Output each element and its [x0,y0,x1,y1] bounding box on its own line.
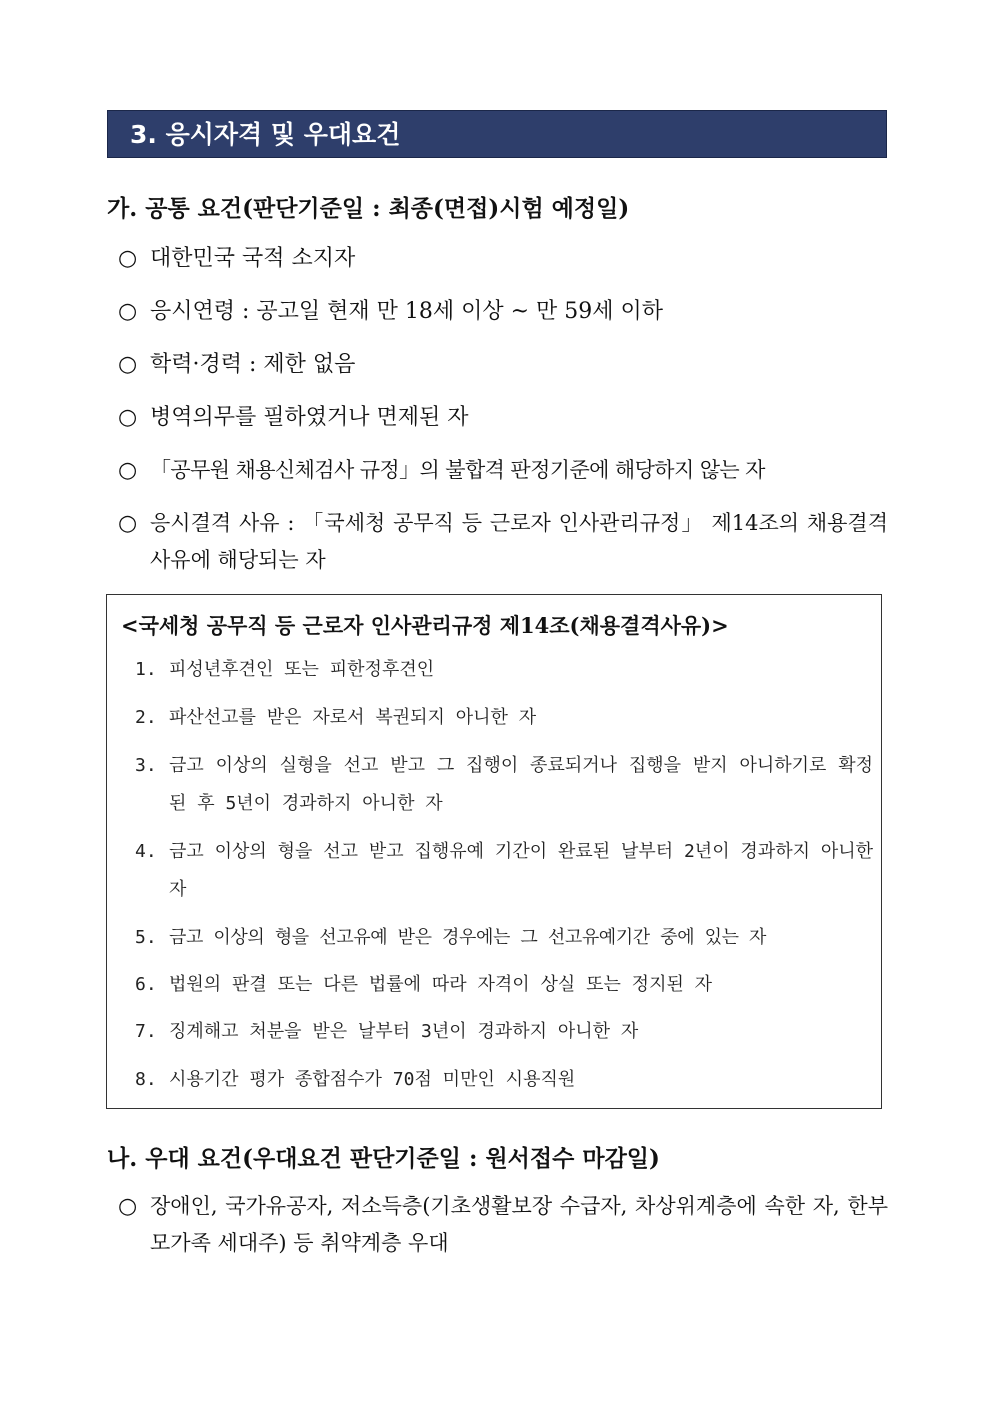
regulation-item-number: 4. [135,841,157,862]
regulation-item [135,747,873,823]
section-header-bar [107,110,887,158]
list-item [118,346,888,383]
circle-bullet-icon: ○ [118,458,138,483]
regulation-item-text: 파산선고를 받은 자로서 복권되지 아니한 자 [169,707,537,728]
section-a-heading: 가. 공통 요건(판단기준일 : 최종(면접)시험 예정일) [107,195,630,222]
regulation-item-text: 금고 이상의 실형을 선고 받고 그 집행이 종료되거나 집행을 받지 아니하기로 확정된 후 5년이 경과하지 아니한 자 [169,755,873,814]
circle-bullet-icon: ○ [118,246,138,271]
list-item-text: 병역의무를 필하였거나 면제된 자 [150,405,469,430]
list-item [118,1188,888,1262]
regulation-item [135,966,873,1004]
circle-bullet-icon: ○ [118,352,138,377]
regulation-item-number: 6. [135,974,157,995]
regulation-item-number: 3. [135,755,157,776]
regulation-item [135,833,873,909]
regulation-item [135,1013,873,1051]
list-item [118,452,888,489]
regulation-item-number: 5. [135,927,157,948]
list-item [118,293,888,330]
regulation-item-text: 징계해고 처분을 받은 날부터 3년이 경과하지 아니한 자 [169,1021,639,1042]
circle-bullet-icon: ○ [118,1194,138,1219]
list-item [118,399,888,436]
list-item-text: 「공무원 채용신체검사 규정」의 불합격 판정기준에 해당하지 않는 자 [150,458,765,482]
list-item-text: 응시결격 사유 : 「국세청 공무직 등 근로자 인사관리규정」 제14조의 채용결격사유에 해당되는 자 [150,511,888,572]
regulation-item [135,699,873,737]
regulation-item-number: 8. [135,1069,157,1090]
list-item [118,240,888,277]
regulation-box [106,594,882,1109]
regulation-item-text: 피성년후견인 또는 피한정후견인 [169,659,435,680]
list-item-text: 장애인, 국가유공자, 저소득층(기초생활보장 수급자, 차상위계층에 속한 자, 한부모가족 세대주) 등 취약계층 우대 [150,1194,888,1255]
circle-bullet-icon: ○ [118,511,138,536]
regulation-item-number: 7. [135,1021,157,1042]
list-item [118,505,888,579]
regulation-item-text: 금고 이상의 형을 선고유예 받은 경우에는 그 선고유예기간 중에 있는 자 [169,927,767,948]
circle-bullet-icon: ○ [118,299,138,324]
regulation-box-title: <국세청 공무직 등 근로자 인사관리규정 제14조(채용결격사유)> [121,613,729,638]
list-item-text: 학력·경력 : 제한 없음 [150,352,356,377]
section-title: 3. 응시자격 및 우대요건 [130,120,401,149]
regulation-item-text: 금고 이상의 형을 선고 받고 집행유예 기간이 완료된 날부터 2년이 경과하지 아니한 자 [169,841,873,900]
regulation-item [135,919,873,957]
list-item-text: 대한민국 국적 소지자 [150,246,356,271]
regulation-item-text: 시용기간 평가 종합점수가 70점 미만인 시용직원 [169,1069,576,1090]
regulation-item-number: 1. [135,659,157,680]
regulation-item [135,651,873,689]
circle-bullet-icon: ○ [118,405,138,430]
regulation-item-number: 2. [135,707,157,728]
list-item-text: 응시연령 : 공고일 현재 만 18세 이상 ~ 만 59세 이하 [150,299,664,324]
section-b-heading: 나. 우대 요건(우대요건 판단기준일 : 원서접수 마감일) [107,1145,660,1172]
regulation-item [135,1061,873,1099]
regulation-item-text: 법원의 판결 또는 다른 법률에 따라 자격이 상실 또는 정지된 자 [169,974,713,995]
